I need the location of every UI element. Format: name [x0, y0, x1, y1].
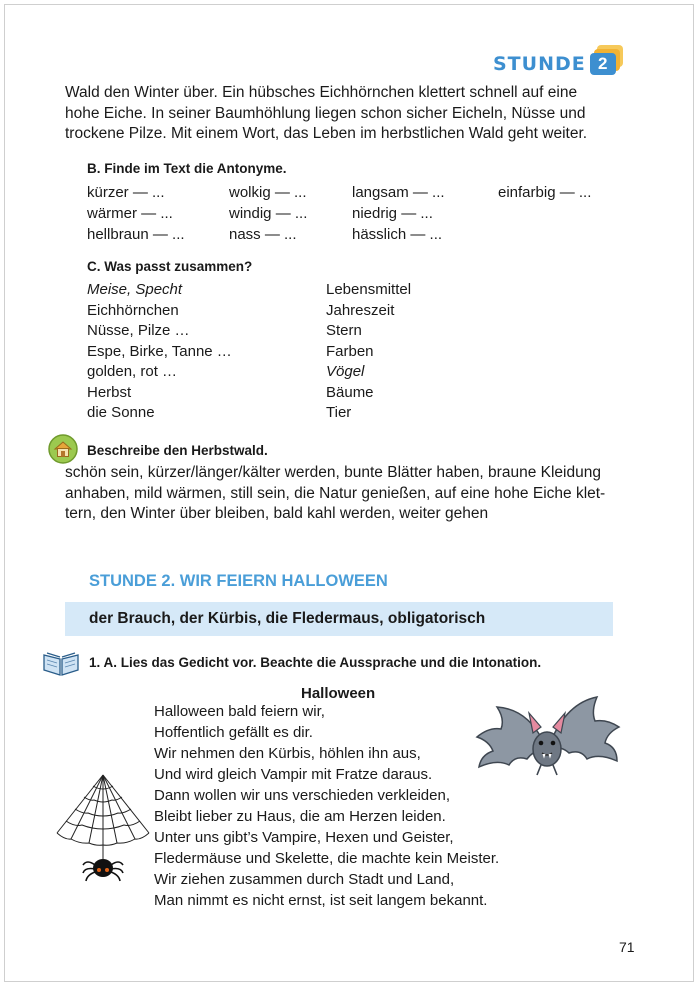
match-right-item: Bäume — [326, 383, 374, 401]
antonym-word: wärmer — ... — [87, 205, 173, 222]
poem-line: Und wird gleich Vampir mit Fratze daraus. — [154, 766, 433, 783]
spider-web-illustration — [53, 773, 153, 898]
match-left-item: Eichhörnchen — [87, 301, 179, 319]
intro-paragraph — [65, 83, 617, 145]
describe-task-title: Beschreibe den Herbstwald. — [87, 443, 268, 458]
task-b-title: B. Finde im Text die Antonyme. — [87, 161, 287, 176]
poem-line: Wir nehmen den Kürbis, höhlen ihn aus, — [154, 745, 421, 762]
poem-line: Man nimmt es nicht ernst, ist seit langem bekannt. — [154, 892, 488, 909]
antonym-word: windig — ... — [229, 205, 308, 222]
antonym-word: einfarbig — ... — [498, 184, 592, 201]
match-right-item: Vögel — [326, 363, 365, 380]
paragraph-line: trockene Pilze. Mit einem Wort, das Leben im herbstlichen Wald geht weiter. — [65, 125, 588, 142]
paragraph-line: schön sein, kürzer/länger/kälter werden, bunte Blätter haben, braune Kleidung — [65, 464, 601, 481]
poem-title: Halloween — [301, 685, 376, 702]
page-number: 71 — [619, 939, 635, 955]
match-left-item: Meise, Specht — [87, 281, 183, 298]
antonym-word: wolkig — ... — [229, 184, 307, 201]
open-book-icon — [41, 645, 81, 682]
paragraph-line: tern, den Winter über bleiben, bald kahl werden, weiter gehen — [65, 505, 489, 522]
antonym-word: kürzer — ... — [87, 184, 165, 201]
lesson-badge — [493, 53, 616, 75]
section-heading: STUNDE 2. WIR FEIERN HALLOWEEN — [89, 572, 388, 590]
bat-illustration — [471, 689, 621, 806]
match-right-item: Lebensmittel — [326, 281, 412, 298]
textbook-page — [4, 4, 694, 982]
match-left-item: Herbst — [87, 383, 132, 401]
poem-line: Halloween bald feiern wir, — [154, 703, 325, 720]
describe-word-list — [65, 463, 620, 525]
antonym-word: hässlich — ... — [352, 226, 443, 243]
match-left-item: Espe, Birke, Tanne … — [87, 342, 232, 360]
poem-line: Dann wollen wir uns verschieden verkleiden, — [154, 787, 450, 804]
poem-line: Unter uns gibt’s Vampire, Hexen und Geister, — [154, 829, 454, 846]
match-right-item: Tier — [326, 404, 352, 421]
paragraph-line: hohe Eiche. In seiner Baumhöhlung liegen schon sicher Eicheln, Nüsse und — [65, 104, 586, 122]
match-left-item: die Sonne — [87, 404, 155, 421]
match-left-item: Nüsse, Pilze … — [87, 322, 190, 339]
poem-line: Hoffentlich gefällt es dir. — [154, 724, 313, 741]
task-1a-title: 1. A. Lies das Gedicht vor. Beachte die Aussprache und die Intonation. — [89, 655, 542, 670]
vocabulary-box: der Brauch, der Kürbis, die Fledermaus, obligatorisch — [65, 602, 613, 636]
match-right-item: Farben — [326, 342, 374, 360]
antonym-word: niedrig — ... — [352, 205, 433, 222]
task-c-title: C. Was passt zusammen? — [87, 259, 253, 274]
match-right-column — [326, 280, 411, 424]
paragraph-line: Wald den Winter über. Ein hübsches Eichhörnchen klettert schnell auf eine — [65, 84, 578, 101]
paragraph-line: anhaben, mild wärmen, still sein, die Natur genießen, auf eine hohe Eiche klet- — [65, 484, 606, 502]
poem-line: Wir ziehen zusammen durch Stadt und Land, — [154, 871, 455, 888]
antonym-word: hellbraun — ... — [87, 226, 185, 243]
poem-line: Bleibt lieber zu Haus, die am Herzen leiden. — [154, 808, 446, 825]
antonym-word: langsam — ... — [352, 184, 445, 201]
lesson-badge-number: 2 — [590, 53, 616, 75]
lesson-badge-label: STUNDE — [493, 53, 586, 75]
poem-line: Fledermäuse und Skelette, die machte kein Meister. — [154, 850, 500, 867]
match-left-item: golden, rot … — [87, 363, 178, 380]
match-right-item: Stern — [326, 322, 362, 339]
antonym-word: nass — ... — [229, 226, 297, 243]
match-right-item: Jahreszeit — [326, 301, 395, 319]
match-left-column — [87, 280, 232, 424]
